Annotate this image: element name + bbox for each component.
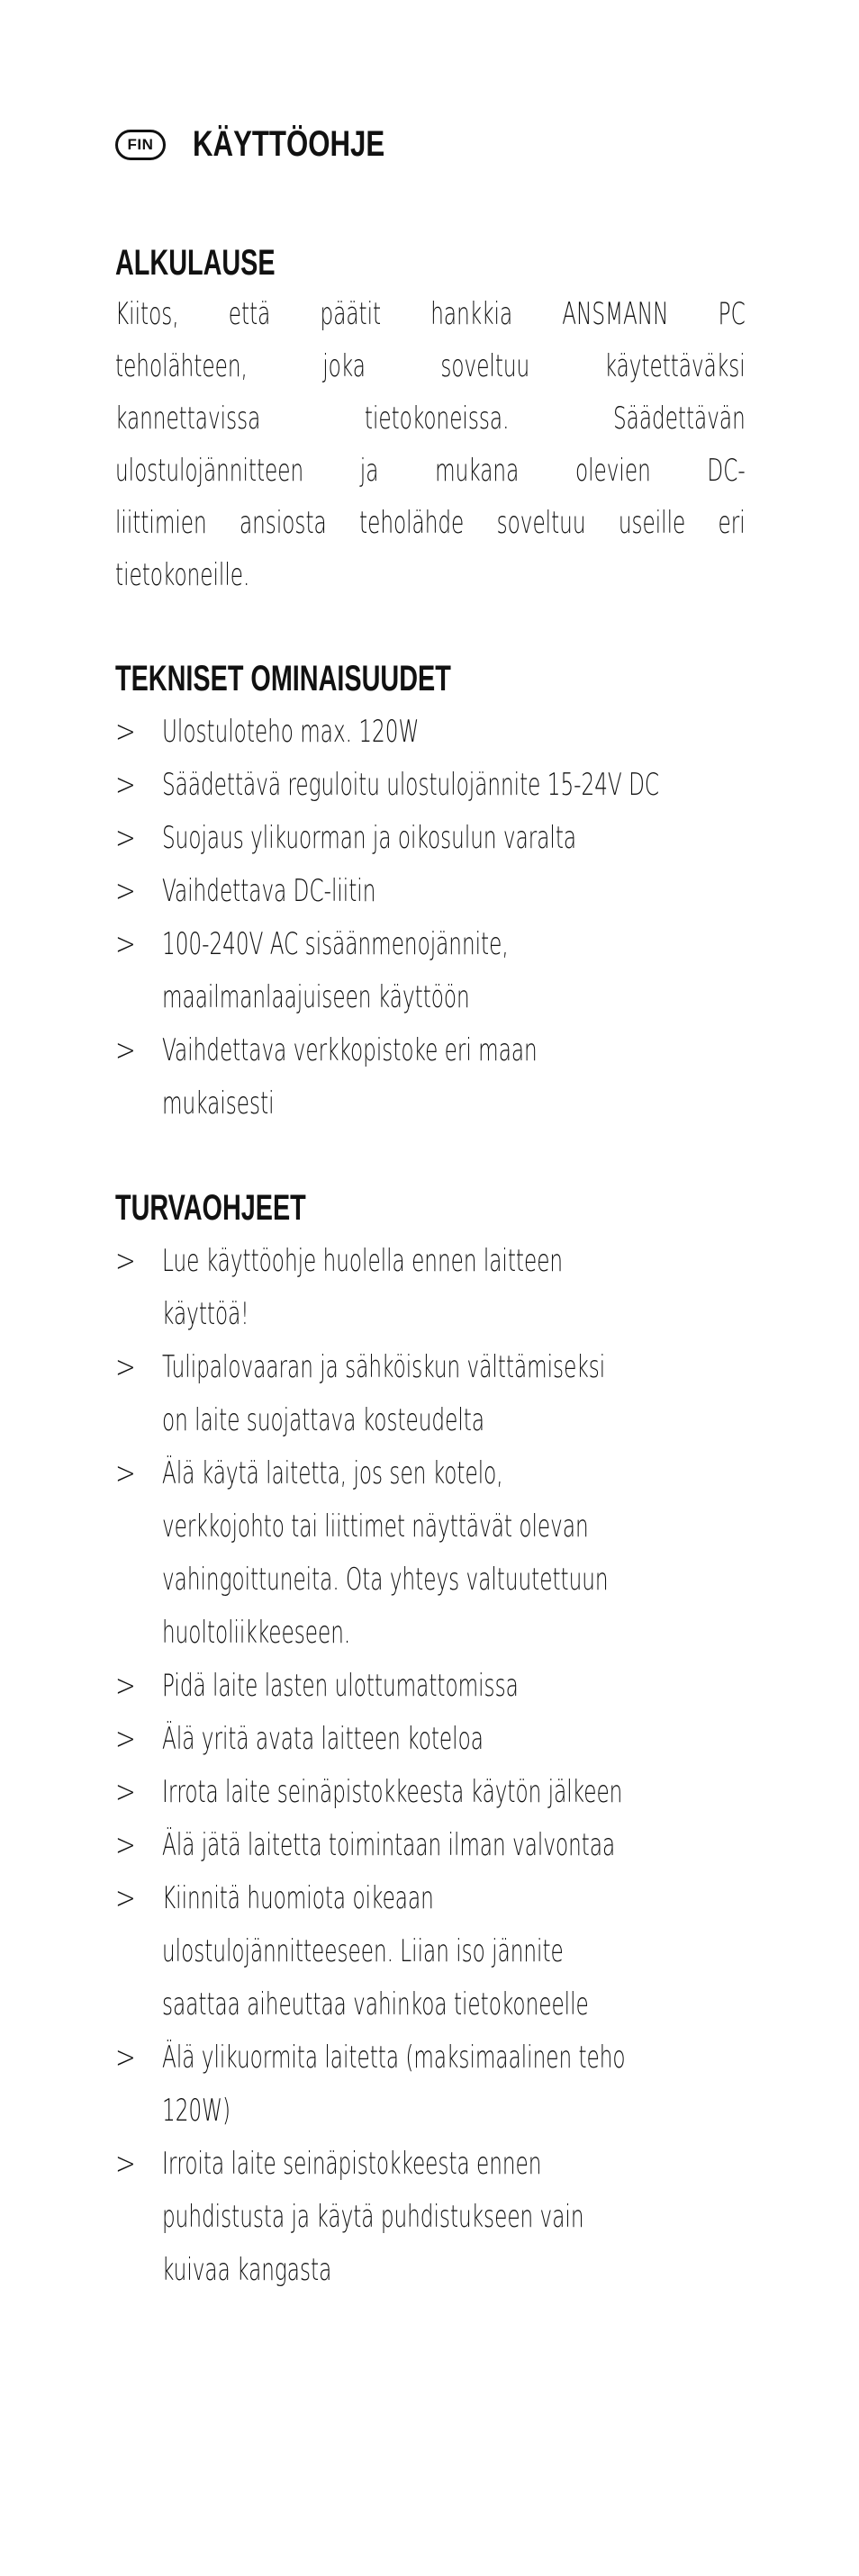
list-item	[115, 1447, 764, 1660]
list-item-text: Säädettävä reguloitu ulostulojännite 15-24V DC	[162, 767, 660, 803]
list-item-text: Irroita laite seinäpistokkeesta ennen	[162, 2146, 542, 2182]
list-item-text: 100-240V AC sisäänmenojännite,	[162, 926, 509, 962]
list-item-text: ulostulojännitteeseen. Liian iso jännite	[162, 1933, 564, 1969]
list-item-text: kuivaa kangasta	[162, 2252, 332, 2288]
list-item-text: Älä yritä avata laitteen koteloa	[162, 1721, 484, 1757]
bullet-arrow-icon: >	[115, 1455, 136, 1491]
bullet-arrow-icon: >	[115, 1032, 136, 1068]
document-header	[115, 124, 439, 165]
list-item	[115, 1872, 764, 2031]
bullet-arrow-icon: >	[115, 1668, 136, 1704]
list-item-text: huoltoliikkeeseen.	[162, 1615, 351, 1651]
specs-heading: TEKNISET OMINAISUUDET	[115, 659, 451, 698]
list-item	[115, 1341, 764, 1447]
bullet-arrow-icon: >	[115, 767, 136, 803]
list-item-text: Lue käyttöohje huolella ennen laitteen	[162, 1243, 564, 1279]
list-item	[115, 865, 764, 918]
bullet-arrow-icon: >	[115, 820, 136, 856]
list-item-text: Vaihdettava DC-liitin	[162, 873, 376, 909]
intro-line: teholähteen, joka soveltuu käytettäväksi	[115, 348, 746, 384]
bullet-arrow-icon: >	[115, 873, 136, 909]
specs-list	[115, 706, 764, 1130]
bullet-arrow-icon: >	[115, 1721, 136, 1757]
bullet-arrow-icon: >	[115, 2040, 136, 2076]
bullet-arrow-icon: >	[115, 1774, 136, 1810]
list-item-text: 120W)	[162, 2093, 231, 2129]
bullet-arrow-icon: >	[115, 2146, 136, 2182]
list-item-text: Tulipalovaaran ja sähköiskun välttämiseksi	[162, 1349, 606, 1385]
list-item	[115, 1024, 764, 1130]
list-item-text: puhdistusta ja käytä puhdistukseen vain	[162, 2199, 584, 2235]
intro-line: liittimien ansiosta teholähde soveltuu useille eri	[115, 505, 746, 541]
list-item-text: Kiinnitä huomiota oikeaan	[162, 1880, 434, 1916]
list-item-text: Pidä laite lasten ulottumattomissa	[162, 1668, 519, 1704]
list-item-text: Älä ylikuormita laitetta (maksimaalinen teho	[162, 2040, 626, 2076]
list-item	[115, 2031, 764, 2138]
list-item	[115, 1660, 764, 1713]
list-item	[115, 759, 764, 812]
language-badge: FIN	[115, 130, 166, 160]
list-item-text: Ulostuloteho max. 120W	[162, 714, 420, 750]
bullet-arrow-icon: >	[115, 1827, 136, 1863]
list-item	[115, 918, 764, 1024]
list-item-text: Irrota laite seinäpistokkeesta käytön jälkeen	[162, 1774, 623, 1810]
list-item-text: mukaisesti	[162, 1085, 275, 1121]
list-item	[115, 1766, 764, 1819]
list-item-text: saattaa aiheuttaa vahinkoa tietokoneelle	[162, 1986, 589, 2022]
bullet-arrow-icon: >	[115, 1880, 136, 1916]
list-item	[115, 2138, 764, 2297]
bullet-arrow-icon: >	[115, 1349, 136, 1385]
list-item-text: verkkojohto tai liittimet näyttävät olevan	[162, 1509, 589, 1545]
list-item	[115, 1235, 764, 1341]
list-item-text: Suojaus ylikuorman ja oikosulun varalta	[162, 820, 577, 856]
list-item-text: Älä käytä laitetta, jos sen kotelo,	[162, 1455, 503, 1491]
list-item	[115, 1713, 764, 1766]
bullet-arrow-icon: >	[115, 926, 136, 962]
list-item-text: on laite suojattava kosteudelta	[162, 1402, 484, 1438]
intro-line: tietokoneille.	[115, 557, 250, 593]
bullet-arrow-icon: >	[115, 1243, 136, 1279]
list-item	[115, 706, 764, 759]
safety-list	[115, 1235, 764, 2297]
intro-paragraph	[115, 288, 746, 601]
safety-heading: TURVAOHJEET	[115, 1188, 306, 1228]
list-item	[115, 812, 764, 865]
document-title: KÄYTTÖOHJE	[193, 124, 385, 164]
list-item-text: vahingoittuneita. Ota yhteys valtuutettuun	[162, 1562, 609, 1598]
list-item	[115, 1819, 764, 1872]
intro-line: kannettavissa tietokoneissa. Säädettävän	[115, 401, 746, 437]
intro-heading: ALKULAUSE	[115, 243, 276, 283]
list-item-text: Vaihdettava verkkopistoke eri maan	[162, 1032, 538, 1068]
list-item-text: maailmanlaajuiseen käyttöön	[162, 979, 470, 1015]
intro-line: Kiitos, että päätit hankkia ANSMANN PC	[115, 296, 746, 332]
bullet-arrow-icon: >	[115, 714, 136, 750]
list-item-text: käyttöä!	[162, 1296, 249, 1332]
list-item-text: Älä jätä laitetta toimintaan ilman valvontaa	[162, 1827, 616, 1863]
intro-line: ulostulojännitteen ja mukana olevien DC-	[115, 453, 746, 489]
